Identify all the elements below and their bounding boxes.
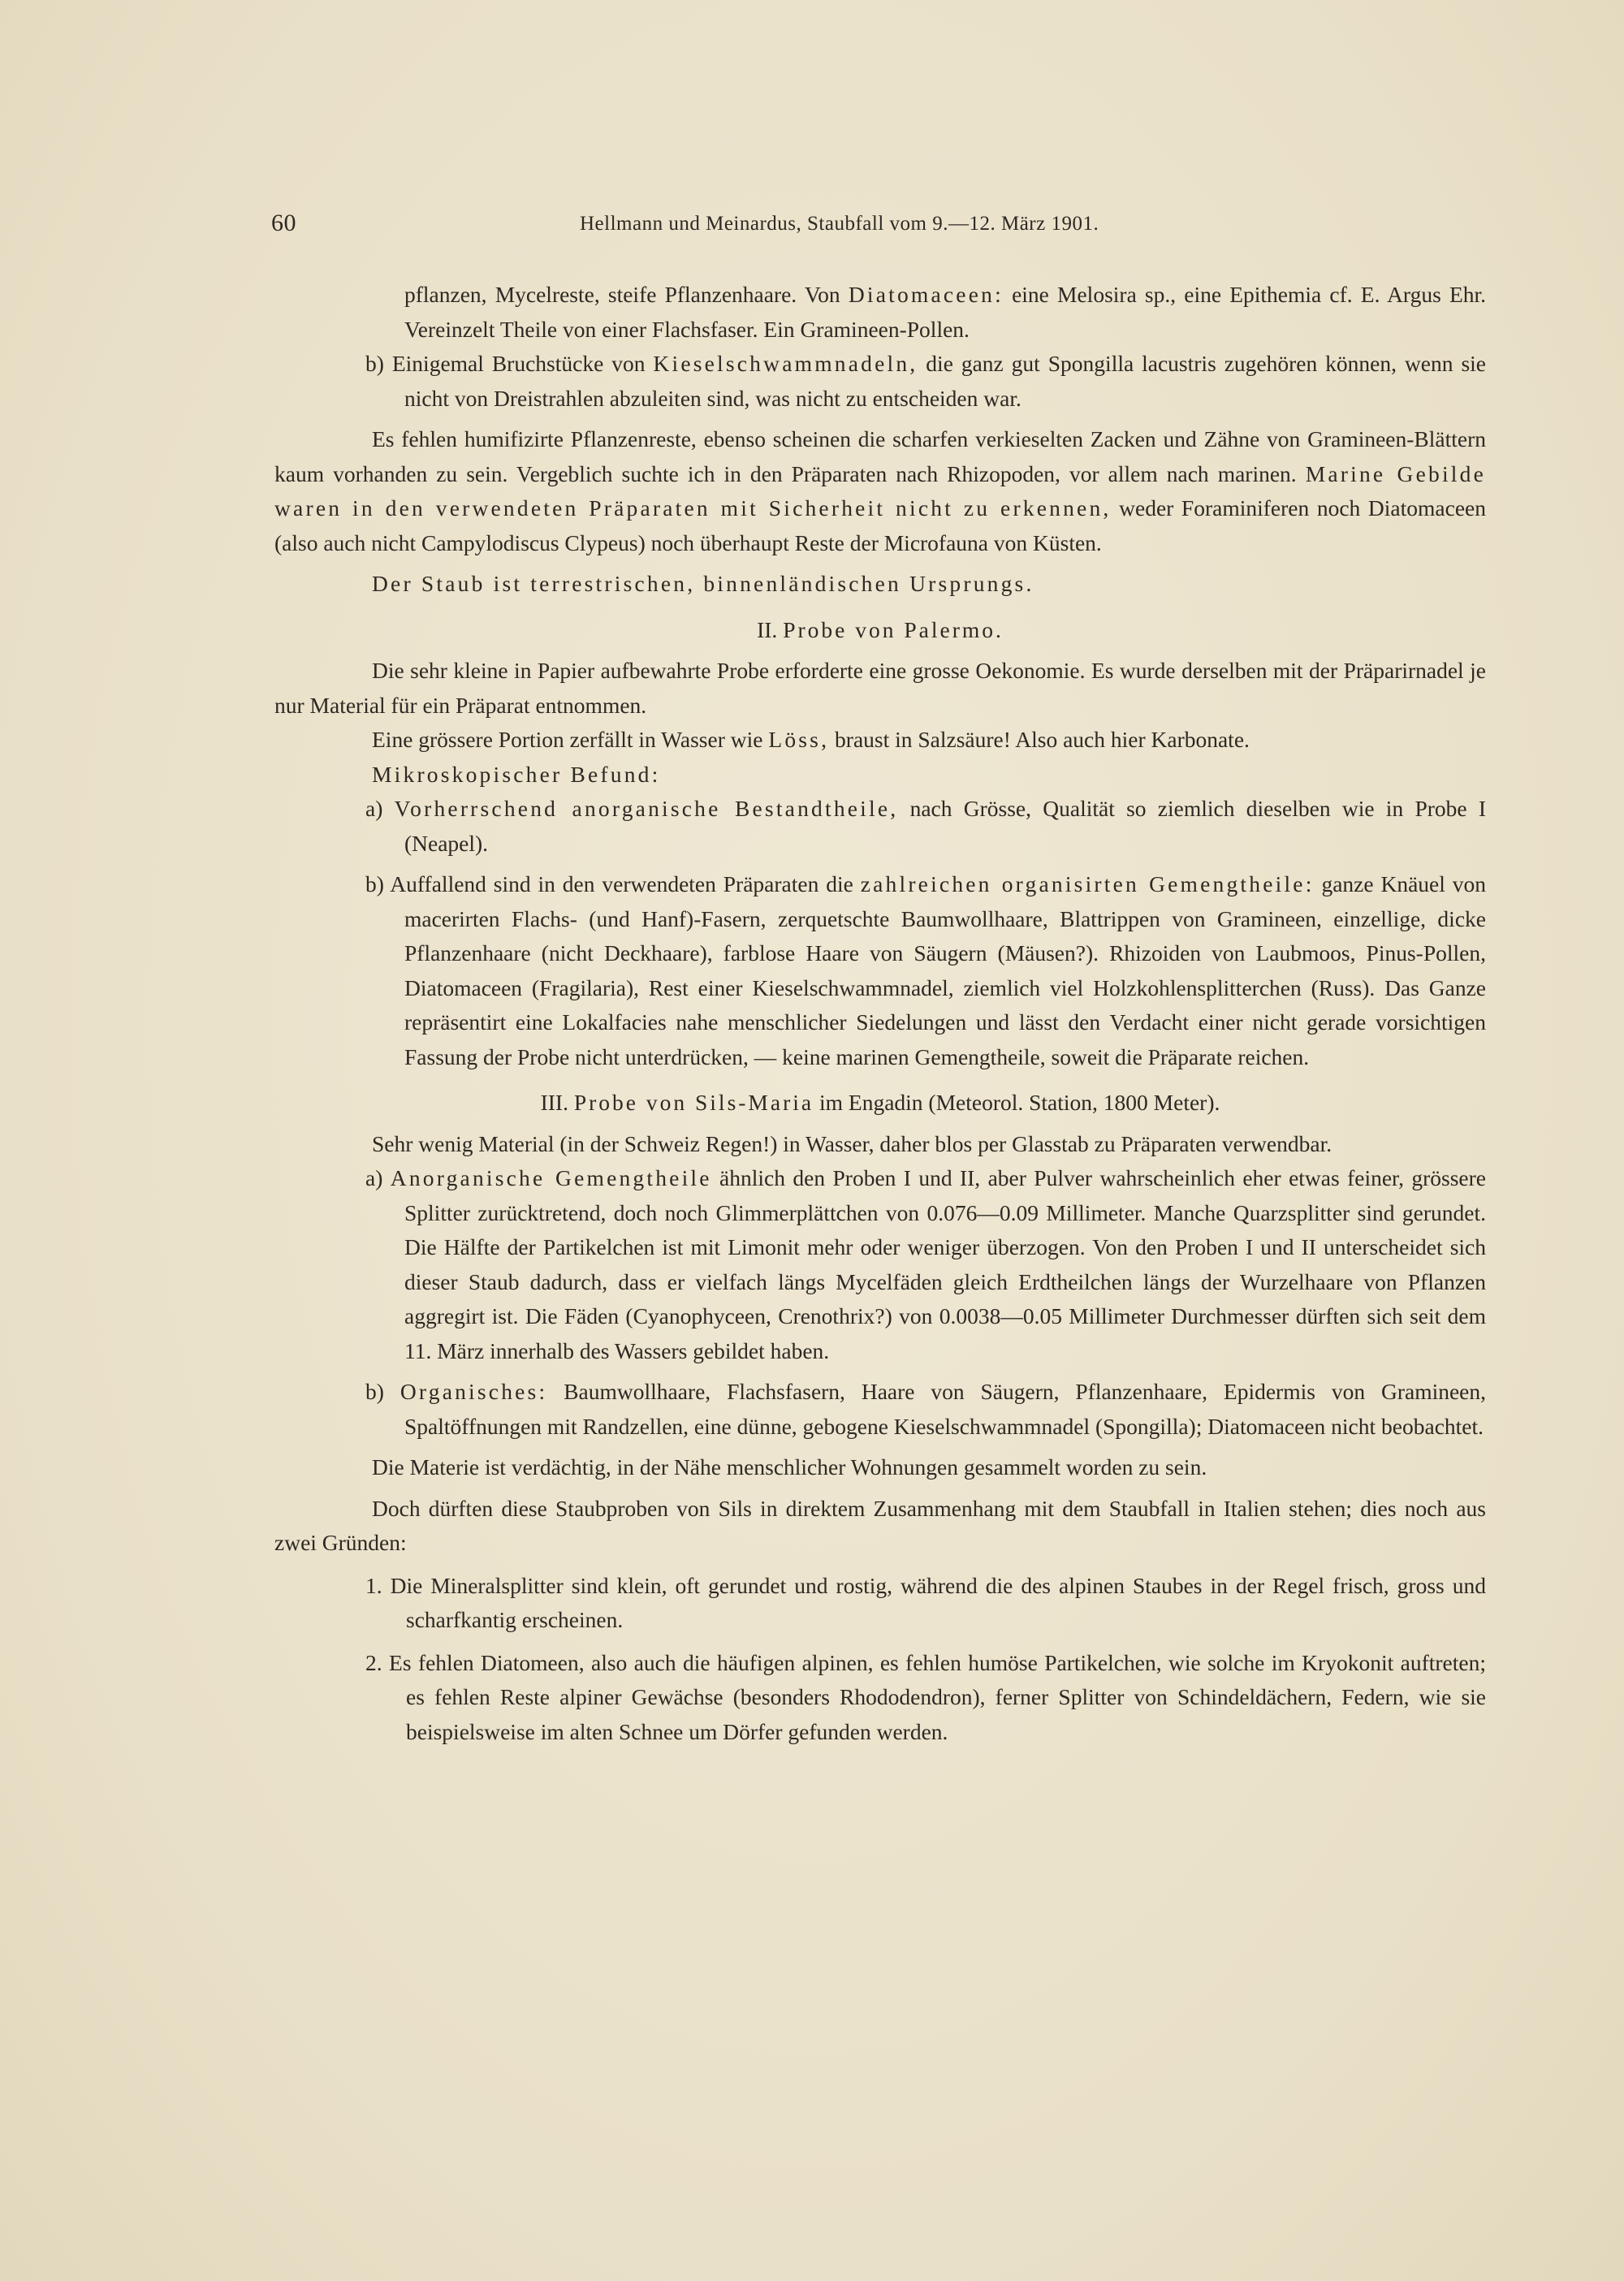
text-run xyxy=(382,1165,390,1190)
paragraph-suspicious: Die Materie ist verdächtig, in der Nähe menschlicher Wohnungen gesammelt worden zu sein. xyxy=(372,1454,1207,1480)
text-run: ganze Knäuel von macerirten Flachs- (und Hanf)-Fasern, zerquetschte Baumwollhaare, Blattrippen von Gramineen, einzellige, dicke Pflanzenhaare (nicht Deckhaare), farblose Haare von Säugern (Mäusen?). Rhizoiden von Laubmoos, Pinus-Pollen, Diatomaceen (Fragilaria), Rest einer Kieselschwammnadel, ziemlich viel Holzkohlensplitterchen (Russ). Das Ganze repräsentirt eine Lokalfacies nahe menschlicher Siedelungen und lässt den Verdacht einer nicht gerade vorsichtigen Fassung der Probe nicht unterdrücken, — keine marinen Gemengtheile, soweit die Präparate reichen. xyxy=(404,871,1487,1069)
text-run: braust in Salzsäure! Also auch hier Karbonate. xyxy=(829,727,1250,752)
text-run: Es fehlen Diatomeen, also auch die häufigen alpinen, es fehlen humöse Partikelchen, wie solche im Kryokonit auftreten; es fehlen Reste alpiner Gewächse (besonders Rhododendron), ferner Splitter von Schindeldächern, Federn, wie sie beispielsweise im alten Schnee um Dörfer gefunden werden. xyxy=(382,1649,1486,1744)
text-run: Eine grössere Portion zerfällt in Wasser wie xyxy=(372,727,769,752)
list-item-a-inorganic xyxy=(274,792,1486,861)
paragraph-conclusion: Der Staub ist terrestrischen, binnenländischen Ursprungs. xyxy=(372,571,1034,596)
paragraph-missing-remains xyxy=(274,422,1486,560)
paragraph-palermo-loess xyxy=(274,723,1486,758)
list-marker: b) xyxy=(365,1379,384,1404)
text-run: Auffallend sind in den verwendeten Präparaten die xyxy=(383,871,861,896)
paragraph-palermo-intro: Die sehr kleine in Papier aufbewahrte Probe erforderte eine grosse Oekonomie. Es wurde derselben mit der Präparirnadel je nur Material für ein Präparat entnommen. xyxy=(274,658,1486,718)
page-body xyxy=(274,278,1486,1749)
text-run xyxy=(384,1379,400,1404)
section-number: II. xyxy=(757,616,784,642)
spaced-term: Diatomaceen: xyxy=(848,282,1004,307)
page-number: 60 xyxy=(271,210,296,236)
text-run: nach Grösse, Qualität so ziemlich dieselben wie in Probe I (Neapel). xyxy=(404,796,1487,856)
list-marker: a) xyxy=(365,1165,383,1190)
section-number: III. xyxy=(540,1090,574,1115)
text-run: ähnlich den Proben I und II, aber Pulver wahrscheinlich eher etwas feiner, grössere Splitter zurücktretend, doch noch Glimmerplättchen von 0.076—0.09 Millimeter. Manche Quarzsplitter sind gerundet. Die Hälfte der Partikelchen ist mit Limonit mehr oder weniger überzogen. Von den Proben I und II unterscheidet sich dieser Staub dadurch, dass er vielfach längs Mycelfäden gleich Erdtheilchen längs der Wurzelhaare von Pflanzen aggregirt ist. Die Fäden (Cyanophyceen, Crenothrix?) von 0.0038—0.05 Millimeter Durchmesser dürften sich seit dem 11. März innerhalb des Wassers gebildet haben. xyxy=(404,1165,1486,1363)
spaced-term: Löss, xyxy=(768,727,830,752)
text-run: pflanzen, Mycelreste, steife Pflanzenhaare. Von xyxy=(404,282,849,307)
list-item-b-organic-sils xyxy=(274,1375,1486,1444)
text-run: Die Mineralsplitter sind klein, oft gerundet und rostig, während die des alpinen Staubes in der Regel frisch, gross und scharfkantig erscheinen. xyxy=(382,1572,1486,1632)
spaced-term: zahlreichen organisirten Gemengtheile: xyxy=(860,871,1315,896)
list-marker: b) xyxy=(365,351,384,376)
list-item-b-sponge-needles xyxy=(274,347,1486,416)
spaced-term: Anorganische Gemengtheile xyxy=(390,1165,712,1190)
list-marker: 2. xyxy=(365,1649,382,1675)
text-run: weder Foraminiferen noch Diatomaceen (also auch nicht Campylodiscus Clypeus) noch überhaupt Reste der Microfauna von Küsten. xyxy=(274,495,1486,555)
paragraph-two-reasons: Doch dürften diese Staubproben von Sils in direktem Zusammenhang mit dem Staubfall in Italien stehen; dies noch aus zwei Gründen: xyxy=(274,1495,1486,1555)
list-item-a-inorganic-sils xyxy=(274,1161,1486,1368)
section-heading-sils-maria xyxy=(274,1086,1486,1121)
list-item-b-organised xyxy=(274,867,1486,1074)
section-subtitle: im Engadin (Meteorol. Station, 1800 Meter). xyxy=(814,1090,1220,1115)
section-title: Probe von Palermo. xyxy=(783,616,1004,642)
numbered-item-2 xyxy=(274,1646,1486,1750)
text-run: die ganz gut Spongilla lacustris zugehören können, wenn sie nicht von Dreistrahlen abzuleiten sind, was nicht zu entscheiden war. xyxy=(404,351,1487,411)
paragraph-microscopic-finding: Mikroskopischer Befund: xyxy=(372,761,661,787)
paragraph-continuation xyxy=(274,278,1486,347)
spaced-term: Organisches: xyxy=(400,1379,548,1404)
spaced-term: Kieselschwammnadeln, xyxy=(653,351,918,376)
list-marker: 1. xyxy=(365,1572,382,1598)
section-title: Probe von Sils-Maria xyxy=(573,1090,814,1115)
section-heading-palermo xyxy=(274,613,1486,648)
spaced-term: Marine Gebilde waren in den verwendeten Präparaten mit Sicherheit nicht zu erkennen, xyxy=(274,460,1486,521)
page-header xyxy=(271,210,1489,242)
text-run: Einigemal Bruchstücke von xyxy=(383,351,654,376)
list-marker: b) xyxy=(365,871,384,896)
numbered-item-1 xyxy=(274,1569,1486,1638)
text-run xyxy=(382,796,394,821)
spaced-term: Vorherrschend anorganische Bestandtheile, xyxy=(394,796,899,821)
paragraph-sils-intro: Sehr wenig Material (in der Schweiz Regen!) in Wasser, daher blos per Glasstab zu Präparaten verwendbar. xyxy=(372,1130,1332,1156)
text-run: Baumwollhaare, Flachsfasern, Haare von Säugern, Pflanzenhaare, Epidermis von Gramineen, Spaltöffnungen mit Randzellen, eine dünne, gebogene Kieselschwammnadel (Spongilla); Diatomaceen nicht beobachtet. xyxy=(404,1379,1487,1439)
text-run: eine Melosira sp., eine Epithemia cf. E. Argus Ehr. Vereinzelt Theile von einer Flachsfaser. Ein Gramineen-Pollen. xyxy=(404,282,1487,342)
running-title: Hellmann und Meinardus, Staubfall vom 9.—12. März 1901. xyxy=(580,213,1099,235)
text-run: Es fehlen humifizirte Pflanzenreste, ebenso scheinen die scharfen verkieselten Zacken und Zähne von Gramineen-Blättern kaum vorhanden zu sein. Vergeblich suchte ich in den Präparaten nach Rhizopoden, vor allem nach marinen. xyxy=(274,426,1486,486)
list-marker: a) xyxy=(365,796,383,821)
